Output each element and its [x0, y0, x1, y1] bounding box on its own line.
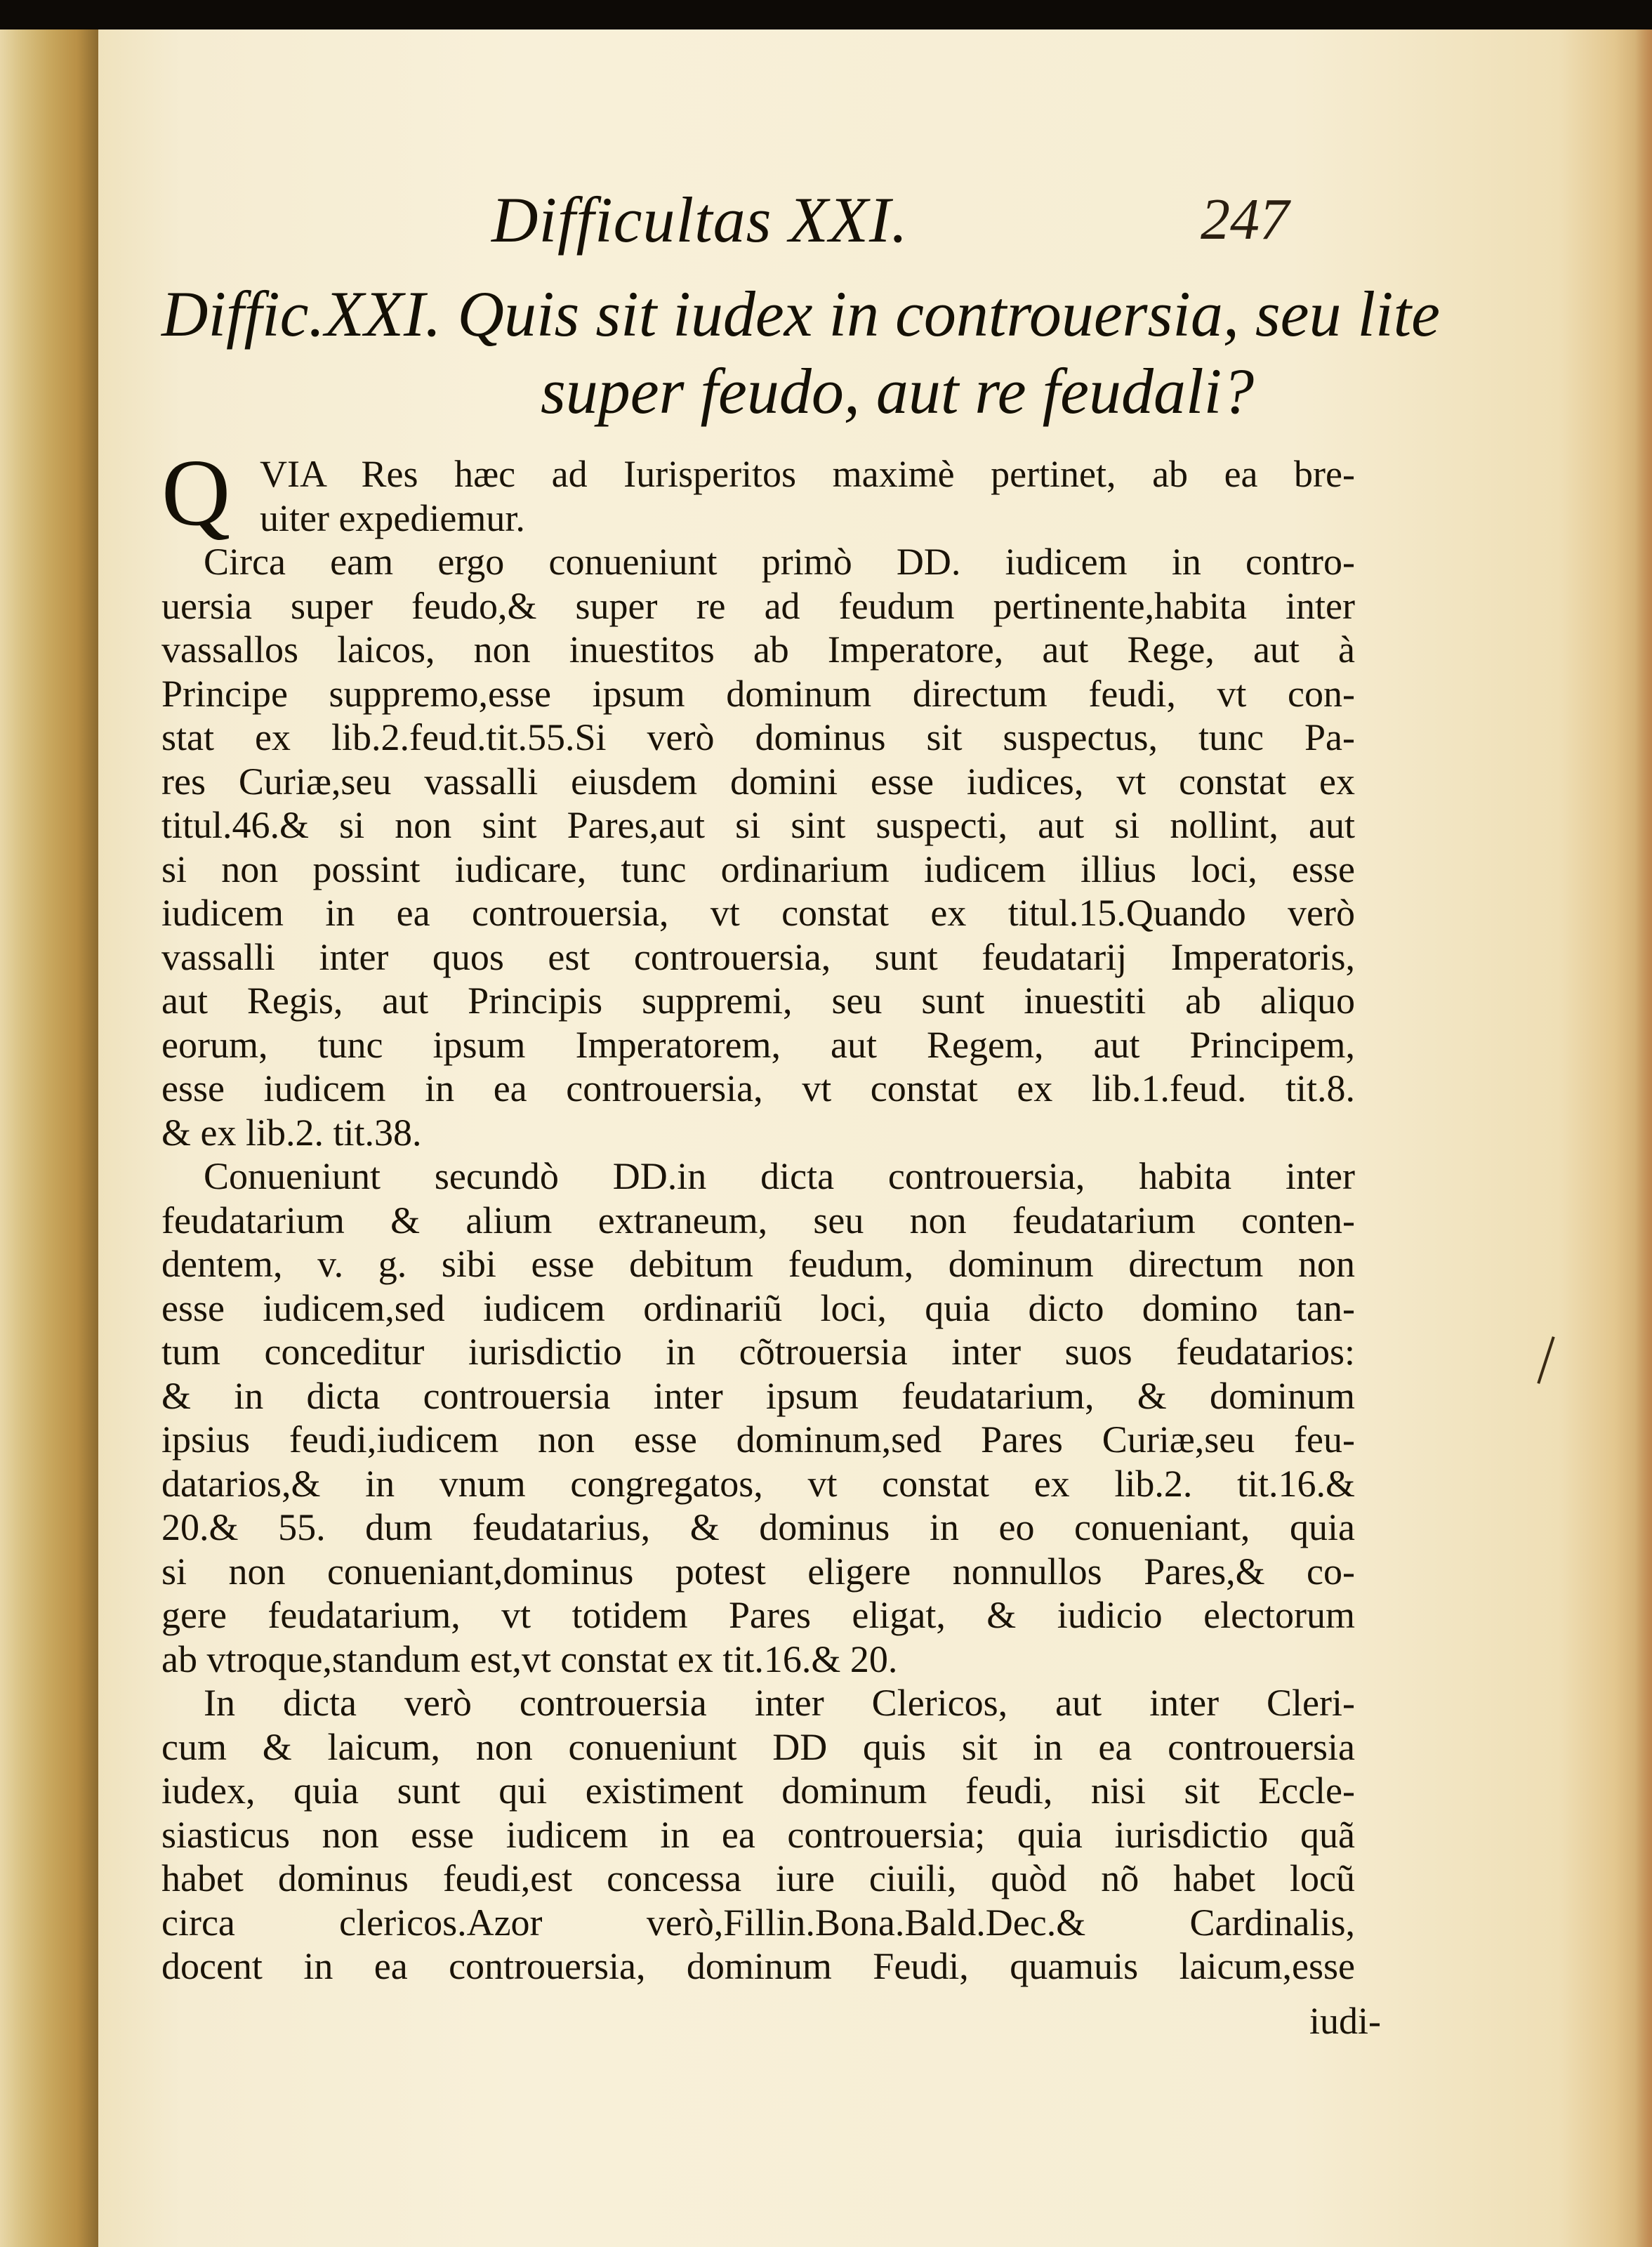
text-line: ipsius feudi,iudicem non esse dominum,sed Pares Curiæ,seu feu- — [161, 1418, 1355, 1461]
margin-mark — [1537, 1336, 1554, 1384]
heading-line: Diffic.XXI. Quis sit iudex in controuersia, seu lite — [161, 278, 1440, 350]
book-spine — [0, 29, 98, 2247]
text-line: eorum, tunc ipsum Imperatorem, aut Regem, aut Principem, — [161, 1023, 1355, 1066]
text-line: iudicem in ea controuersia, vt constat ex titul.15.Quando verò — [161, 892, 1355, 934]
text-line: res Curiæ,seu vassalli eiusdem domini esse iudices, vt constat ex — [161, 760, 1355, 803]
text-line: titul.46.& si non sint Pares,aut si sint suspecti, aut si nollint, aut — [161, 804, 1355, 846]
text-line: stat ex lib.2.feud.tit.55.Si verò dominus sit suspectus, tunc Pa- — [161, 716, 1355, 758]
text-line: Conueniunt secundò DD.in dicta controuersia, habita inter — [204, 1155, 1355, 1197]
text-line: dentem, v. g. sibi esse debitum feudum, dominum directum non — [161, 1243, 1355, 1285]
text-line: cum & laicum, non conueniunt DD quis sit in ea controuersia — [161, 1725, 1355, 1768]
text-line: uiter expediemur. — [260, 496, 525, 539]
paragraph — [161, 540, 1355, 1154]
paragraph — [161, 1154, 1355, 1681]
text-line: & in dicta controuersia inter ipsum feudatarium, & dominum — [161, 1374, 1355, 1417]
text-line: tum conceditur iurisdictio in cõtrouersia inter suos feudatarios: — [161, 1331, 1355, 1373]
text-line: gere feudatarium, vt totidem Pares eligat, & iudicio electorum — [161, 1594, 1355, 1636]
heading-line: super feudo, aut re feudali? — [541, 355, 1255, 427]
text-line: ab vtroque,standum est,vt constat ex tit.16.& 20. — [161, 1638, 898, 1680]
text-line: feudatarium & alium extraneum, seu non feudatarium conten- — [161, 1199, 1355, 1241]
paragraph — [161, 440, 1355, 546]
paragraph — [161, 1681, 1355, 1989]
body-text — [161, 440, 1355, 1989]
text-line: habet dominus feudi,est concessa iure ciuili, quòd nõ habet locũ — [161, 1857, 1355, 1899]
text-line: iudex, quia sunt qui existiment dominum feudi, nisi sit Eccle- — [161, 1770, 1355, 1812]
text-line: 20.& 55. dum feudatarius, & dominus in eo conueniant, quia — [161, 1506, 1355, 1548]
catchword: iudi- — [1309, 2000, 1381, 2042]
text-line: In dicta verò controuersia inter Clericos, aut inter Cleri- — [204, 1682, 1355, 1724]
text-line: circa clericos.Azor verò,Fillin.Bona.Bald.Dec.& Cardinalis, — [161, 1901, 1355, 1944]
text-line: & ex lib.2. tit.38. — [161, 1111, 422, 1154]
text-line: siasticus non esse iudicem in ea controuersia; quia iurisdictio quã — [161, 1813, 1355, 1856]
text-line: Principe suppremo,esse ipsum dominum directum feudi, vt con- — [161, 672, 1355, 715]
text-line: esse iudicem in ea controuersia, vt constat ex lib.1.feud. tit.8. — [161, 1067, 1355, 1109]
text-line: docent in ea controuersia, dominum Feudi, quamuis laicum,esse — [161, 1945, 1355, 1987]
text-line: esse iudicem,sed iudicem ordinariũ loci, quia dicto domino tan- — [161, 1286, 1355, 1329]
running-head — [98, 183, 1652, 260]
text-line: si non possint iudicare, tunc ordinarium iudicem illius loci, esse — [161, 848, 1355, 890]
text-line: VIA Res hæc ad Iurisperitos maximè pertinet, ab ea bre- — [260, 453, 1355, 495]
top-edge — [0, 0, 1652, 29]
chapter-heading — [161, 275, 1440, 430]
text-line: uersia super feudo,& super re ad feudum pertinente,habita inter — [161, 584, 1355, 627]
text-line: datarios,& in vnum congregatos, vt constat ex lib.2. tit.16.& — [161, 1462, 1355, 1505]
text-line: vassallos laicos, non inuestitos ab Imperatore, aut Rege, aut à — [161, 628, 1355, 671]
text-line: aut Regis, aut Principis suppremi, seu sunt inuestiti ab aliquo — [161, 980, 1355, 1022]
text-line: Circa eam ergo conueniunt primò DD. iudicem in contro- — [204, 541, 1355, 583]
text-line: si non conueniant,dominus potest eligere nonnullos Pares,& co- — [161, 1550, 1355, 1593]
running-title: Difficultas XXI. — [491, 184, 908, 256]
book-page — [98, 29, 1652, 2247]
page-number: 247 — [1201, 187, 1289, 252]
drop-cap: Q — [161, 440, 231, 546]
text-line: vassalli inter quos est controuersia, sunt feudatarij Imperatoris, — [161, 935, 1355, 978]
